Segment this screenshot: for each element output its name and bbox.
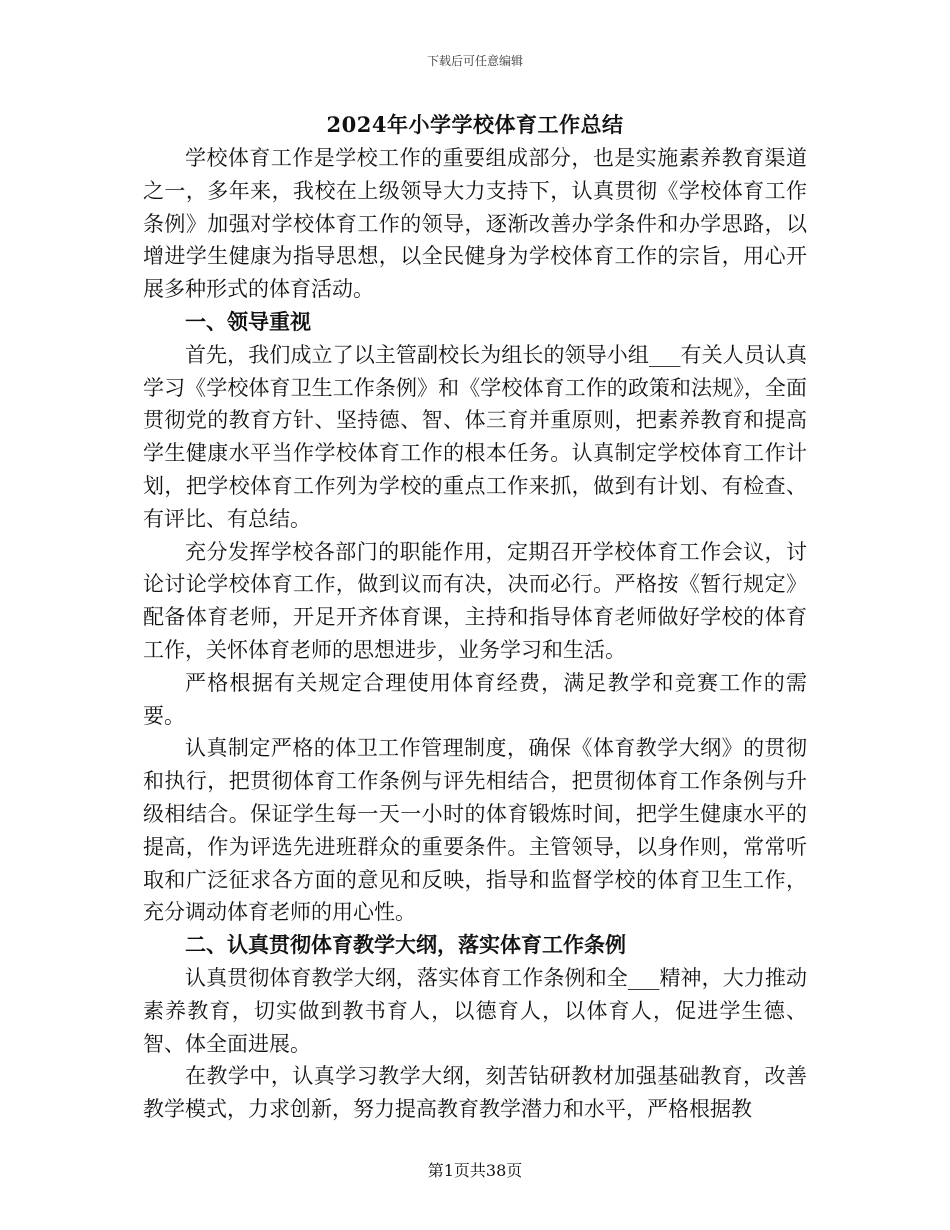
section-heading-syllabus: 二、认真贯彻体育教学大纲，落实体育工作条例 <box>185 932 626 958</box>
header-note: 下载后可任意编辑 <box>426 54 523 68</box>
paragraph-funding: 严格根据有关规定合理使用体育经费，满足教学和竞赛工作的需要。 <box>143 670 807 728</box>
document-title: 2024年小学学校体育工作总结 <box>326 112 624 137</box>
document-body <box>143 108 807 1126</box>
paragraph-teaching: 在教学中，认真学习教学大纲，刻苦钻研教材加强基础教育，改善教学模式，力求创新，努力提高教育教学潜力和水平，严格根据教 <box>143 1064 807 1122</box>
paragraph-intro: 学校体育工作是学校工作的重要组成部分，也是实施素养教育渠道之一，多年来，我校在上级领导大力支持下，认真贯彻《学校体育工作条例》加强对学校体育工作的领导，逐渐改善办学条件和办学思路，以增进学生健康为指导思想，以全民健身为学校体育工作的宗旨，用心开展多种形式的体育活动。 <box>143 146 807 302</box>
paragraph-department-roles: 充分发挥学校各部门的职能作用，定期召开学校体育工作会议，讨论讨论学校体育工作，做到议而有决，决而必行。严格按《暂行规定》配备体育老师，开足开齐体育课，主持和指导体育老师做好学校的体育工作，关怀体育老师的思想进步，业务学习和生活。 <box>143 539 807 662</box>
paragraph-syllabus-implementation: 认真贯彻体育教学大纲，落实体育工作条例和全___精神，大力推动素养教育，切实做到教书育人，以德育人，以体育人，促进学生德、智、体全面进展。 <box>143 965 807 1056</box>
section-heading-leadership: 一、领导重视 <box>185 308 311 334</box>
paragraph-management-system: 认真制定严格的体卫工作管理制度，确保《体育教学大纲》的贯彻和执行，把贯彻体育工作条例与评先相结合，把贯彻体育工作条例与升级相结合。保证学生每一天一小时的体育锻炼时间，把学生健康水平的提高，作为评选先进班群众的重要条件。主管领导，以身作则，常常听取和广泛征求各方面的意见和反映，指导和监督学校的体育卫生工作，充分调动体育老师的用心性。 <box>143 736 807 925</box>
paragraph-leadership-group: 首先，我们成立了以主管副校长为组长的领导小组___有关人员认真学习《学校体育卫生工作条例》和《学校体育工作的政策和法规》，全面贯彻党的教育方针、坚持德、智、体三育并重原则，把素养教育和提高学生健康水平当作学校体育工作的根本任务。认真制定学校体育工作计划，把学校体育工作列为学校的重点工作来抓，做到有计划、有检查、有评比、有总结。 <box>143 342 807 531</box>
page-number-footer: 第1页共38页 <box>427 1161 523 1180</box>
